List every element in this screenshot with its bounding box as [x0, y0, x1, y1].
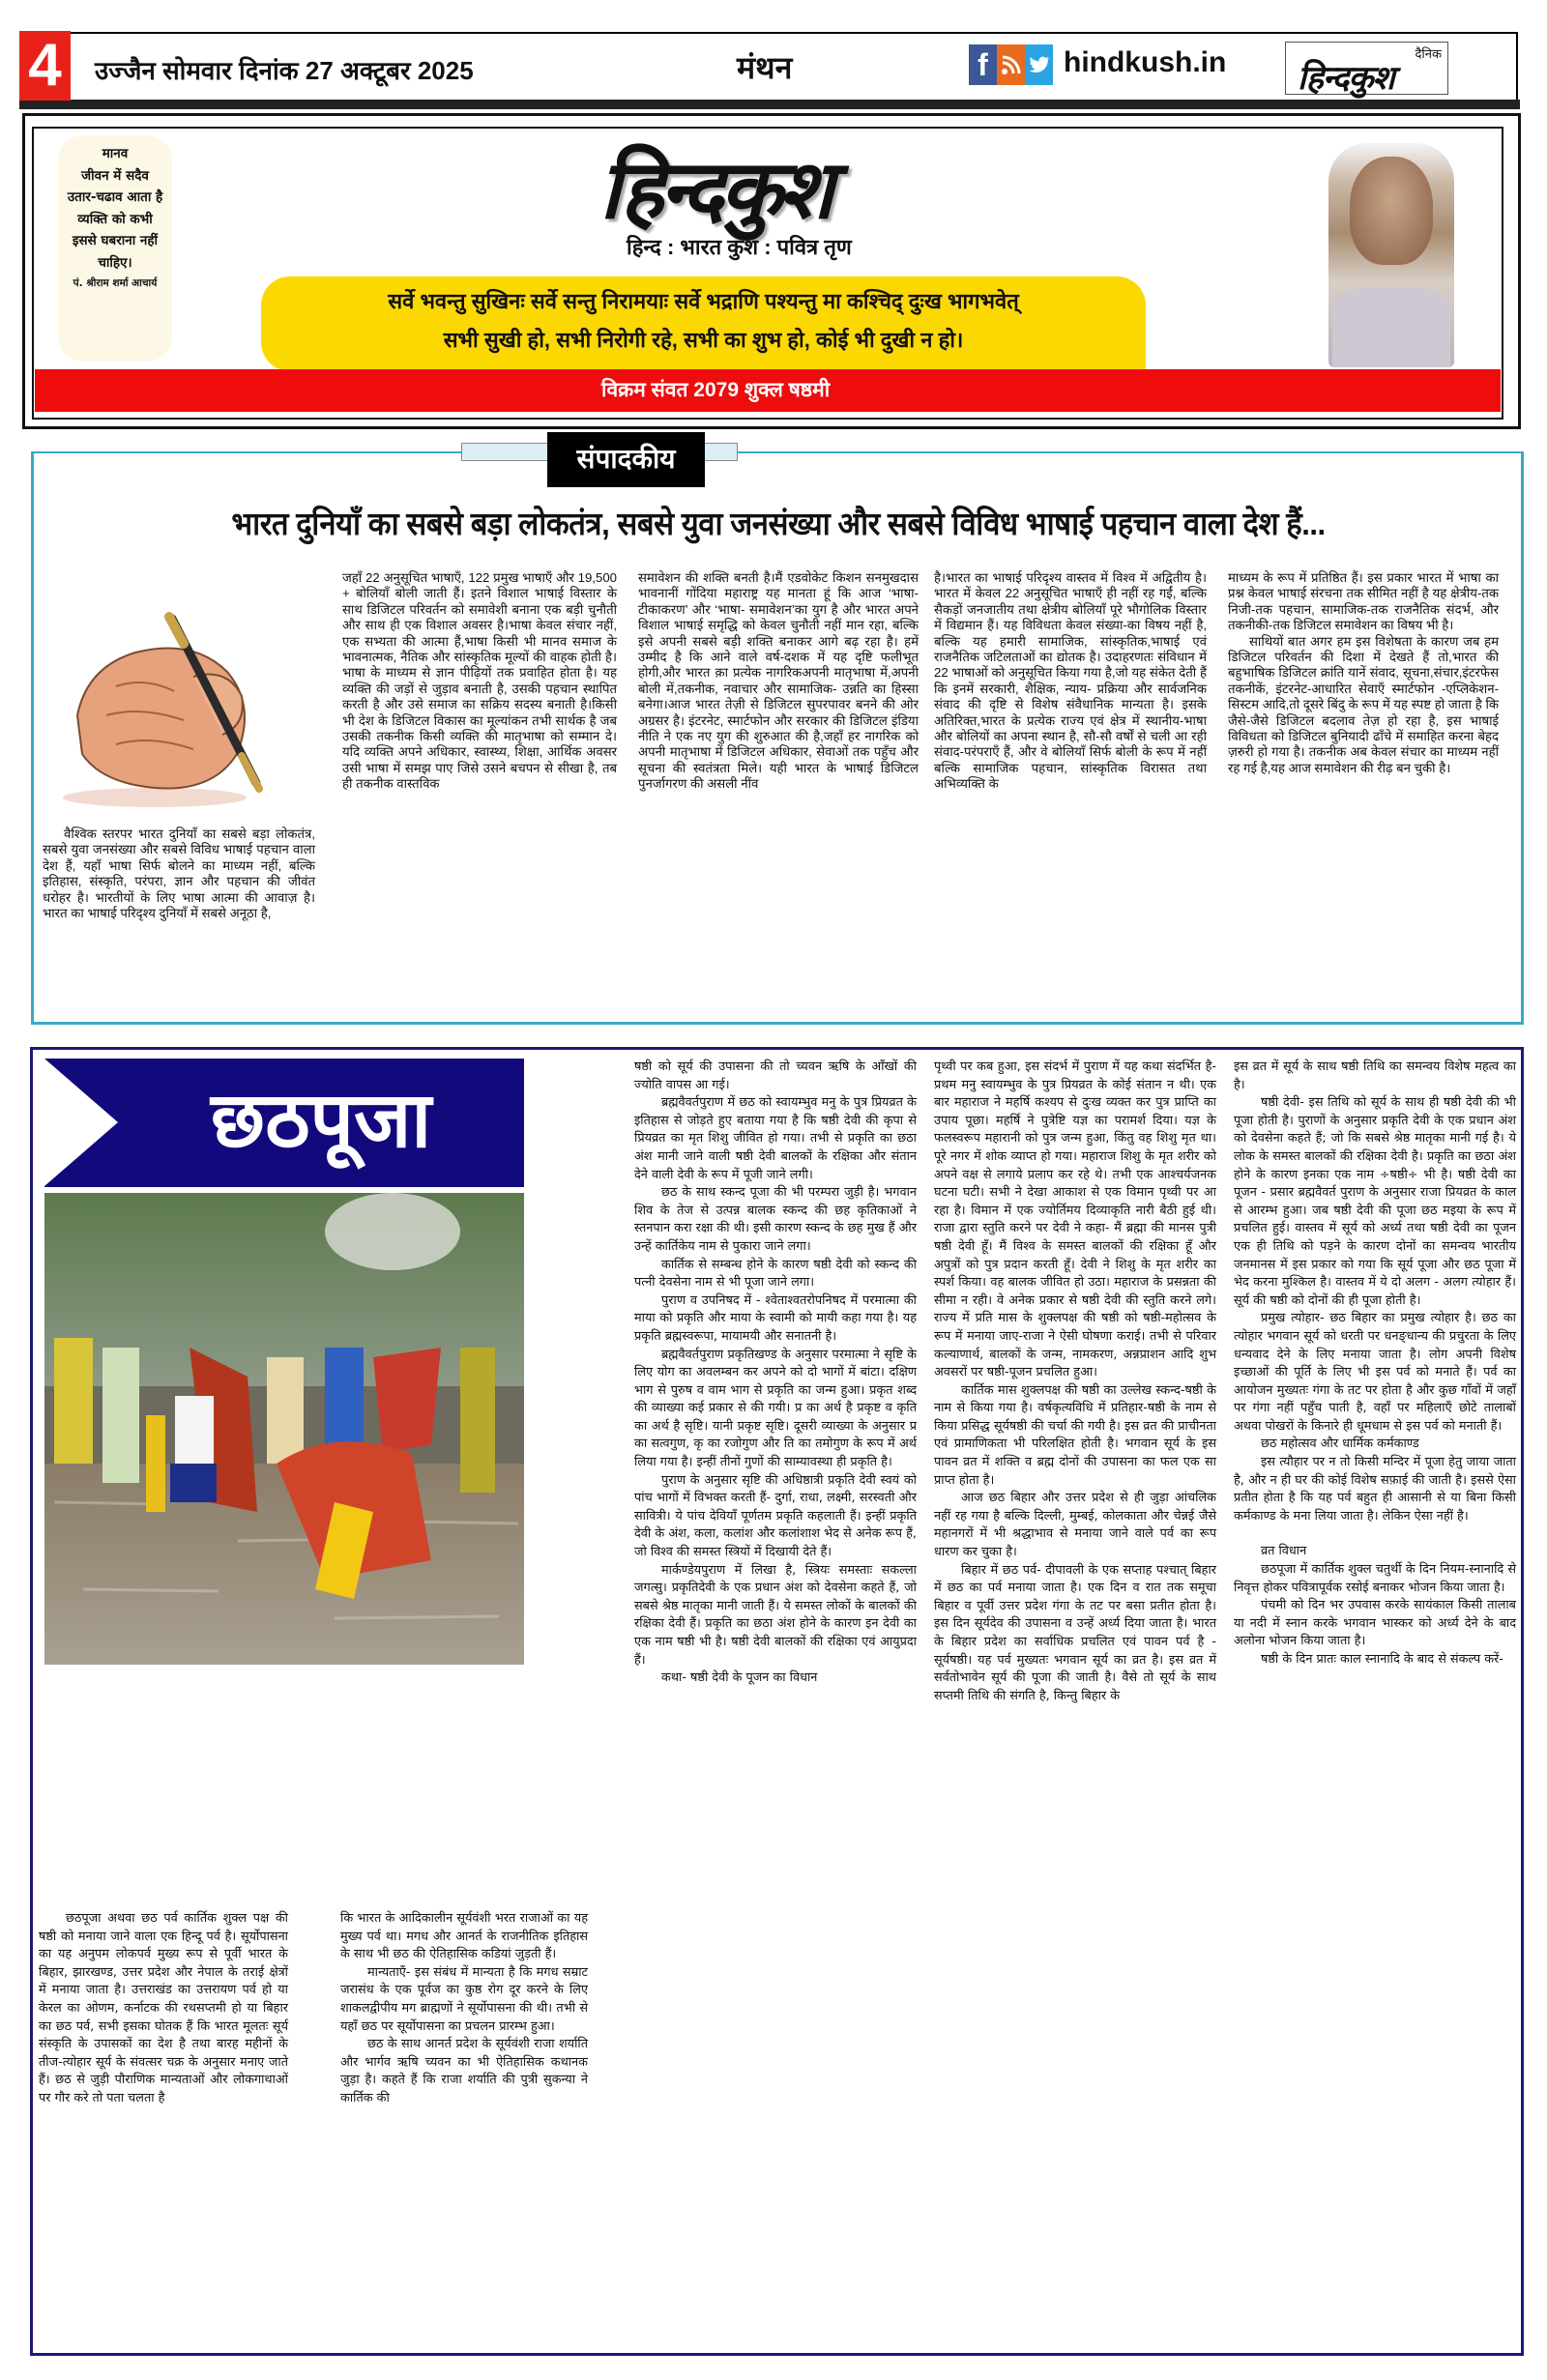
top-bar-shadow — [19, 100, 1520, 109]
paragraph: इस त्यौहार पर न तो किसी मन्दिर में पूजा हेतु जाया जाता है, और न ही घर की कोई विशेष सफ़ाई की जाती है। इससे ऐसा प्रतीत होता है कि यह पर्व बहुत ही आसानी से या बिना किसी कर्मकाण्ड के मना लिया जाता है। लेकिन ऐसा नहीं है। — [1234, 1455, 1516, 1524]
paragraph: मार्कण्डेयपुराण में लिखा है, स्त्रियः समस्ताः सकल्ला जगत्सु। प्रकृतिदेवी के एक प्रधान अंश को देवसेना कहते हैं, जो सबसे श्रेष्ठ मातृका मानी जाती हैं। ये समस्त लोकों के बालकों की रक्षिका देवी हैं। प्रकृति का छठा अंश होने के कारण इन देवी का एक नाम षष्ठी भी है। षष्ठी देवी बालकों की रक्षिका एवं आयुप्रदा हैं। — [634, 1562, 917, 1668]
page-number: 4 — [19, 31, 71, 101]
editorial-tab: संपादकीय — [547, 432, 705, 487]
mini-logo-name: हिन्दकुश — [1298, 59, 1394, 98]
quote-line: जीवन में सदैव — [81, 167, 149, 184]
paragraph: ब्रह्मवैवर्तपुराण प्रकृतिखण्ड के अनुसार परमात्मा ने सृष्टि के लिए योग का अवलम्बन कर अपने को दो भागों में बांटा। दक्षिण भाग से पुरुष व वाम भाग से प्रकृति का जन्म हुआ। प्रकृत शब्द की व्याख्या कई प्रकार से की गयी। प्र का अर्थ है प्रकृष्ट व कृति का अर्थ है सृष्टि। यानी प्रकृष्ट सृष्टि। दूसरी व्याख्या के अनुसार प्र का सत्वगुण, कृ का रजोगुण और ति का तमोगुण के रूप में अर्थ लिया गया है। इन्हीं तीनों गुणों की साम्यावस्था ही प्रकृति है। — [634, 1347, 917, 1470]
samvat-bar: विक्रम संवत 2079 शुक्ल षष्ठमी — [35, 369, 1501, 412]
paragraph: मान्यताएँ- इस संबंध में मान्यता है कि मगध सम्राट जरासंध के एक पूर्वज का कुष्ठ रोग दूर करने के लिए शाकलद्वीपीय मग ब्राह्मणों ने सूर्योपासना की थी। तभी से यहाँ छठ पर सूर्योपासना का प्रचलन प्रारम्भ हुआ। — [340, 1964, 588, 2034]
chhath-column-3 — [634, 1059, 917, 1688]
chhath-photo-illustration — [44, 1193, 524, 1665]
quote-line: इससे घबराना नहीं — [72, 233, 159, 248]
editorial-column-5 — [1228, 570, 1499, 776]
chhath-title: छठपूजा — [211, 1077, 432, 1163]
paragraph: कार्तिक मास शुक्लपक्ष की षष्ठी का उल्लेख स्कन्द-षष्ठी के नाम से किया गया है। वर्षकृत्यविधि में प्रतिहार-षष्ठी के नाम से किया प्रसिद्ध सूर्यषष्ठी की चर्चा की गयी है। इस व्रत की प्राचीनता एवं प्रामाणिकता भी परिलक्षित होती है। भगवान सूर्य के इस पावन व्रत में शक्ति व ब्रह्म दोनों की उपासना का फल एक सा प्राप्त होता है। — [934, 1382, 1216, 1488]
editorial-column-1 — [43, 827, 315, 921]
quote-line: व्यक्ति को कभी — [77, 211, 153, 227]
chhath-photo — [44, 1193, 524, 1665]
quote-line: उतार-चढाव आता है — [67, 189, 163, 205]
quote-line: मानव — [102, 146, 129, 161]
paragraph: माध्यम के रूप में प्रतिष्ठित हैं। इस प्रकार भारत में भाषा का प्रश्न केवल भाषाई संरचना तक सीमित नहीं है यह क्षेत्रीय-तक निजी-तक पहचान, सामाजिक-तक राजनैतिक संदर्भ, और तकनीकी-तक डिजिटल समावेशन का विषय भी है। — [1228, 570, 1499, 633]
quote-author: पं. श्रीराम शर्मा आचार्य — [73, 277, 158, 289]
quote-line: चाहिए। — [98, 254, 132, 271]
editorial-tab-left-bar — [461, 443, 550, 461]
paragraph: वैश्विक स्तरपर भारत दुनियाँ का सबसे बड़ा लोकतंत्र, सबसे युवा जनसंख्या और सबसे विविध भाषाई पहचान वाला देश हैं, यहाँ भाषा सिर्फ बोलने का माध्यम नहीं, बल्कि इतिहास, संस्कृति, परंपरा, ज्ञान और पहचान की जीवंत धरोहर है। भारतीयों के लिए भाषा आत्मा की आवाज़ है। भारत का भाषाई परिदृश्य दुनियाँ में सबसे अनूठा है, — [43, 827, 315, 921]
chhath-column-1 — [39, 1910, 288, 2108]
website-link[interactable]: hindkush.in — [1064, 46, 1227, 78]
paragraph: इस व्रत में सूर्य के साथ षष्ठी तिथि का समन्वय विशेष महत्व का है। — [1234, 1059, 1516, 1092]
paragraph: व्रत विधान — [1261, 1544, 1307, 1559]
chhath-column-4 — [934, 1059, 1216, 1705]
chhath-column-2 — [340, 1910, 588, 2108]
editorial-tab-right-bar — [702, 443, 738, 461]
paragraph: है।भारत का भाषाई परिदृश्य वास्तव में विश्व में अद्वितीय है। भारत में केवल 22 अनुसूचित भाषाएँ ही नहीं रह गईं, बल्कि सैकड़ों जनजातीय तथा क्षेत्रीय बोलियाँ पूरे भौगोलिक विस्तार में विद्यमान हैं। यह विविधता केवल संख्या-का विषय नहीं है, बल्कि यह हमारी सामाजिक, सांस्कृतिक,भाषाई एवं राजनैतिक जटिलताओं का द्योतक है। उदाहरणतः संविधान में 22 भाषाओं को अनुसूचित किया गया है,जो यह संकेत देती हैं कि इनमें सरकारी, शैक्षिक, न्याय- प्रक्रिया और सार्वजनिक संवाद की दृष्टि से विशेष संवैधानिक मान्यता है। इसके अतिरिक्त,भारत के प्रत्येक राज्य एवं क्षेत्र में स्थानीय-भाषा और बोलियों का अपना स्थान है, सौ-सौ वर्षों से चली आ रही संवाद-परंपराएँ हैं, और वे बोलियाँ सिर्फ बोली के रूप में नहीं बल्कि सामाजिक पहचान, सांस्कृतिक विरासत तथा अभिव्यक्ति के — [934, 570, 1207, 792]
twitter-icon[interactable] — [1025, 44, 1053, 85]
paragraph: आज छठ बिहार और उत्तर प्रदेश से ही जुड़ा आंचलिक नहीं रह गया है बल्कि दिल्ली, मुम्बई, कोलकाता और चेन्नई जैसे महानगरों में भी श्रद्धाभाव से मनाया जाने वाले पर्व का रूप धारण कर चुका है। — [934, 1491, 1216, 1560]
paragraph: प्रमुख त्योहार- छठ बिहार का प्रमुख त्योहार है। छठ का त्योहार भगवान सूर्य को धरती पर धनङ्धान्य की प्रचुरता के लिए धन्यवाद देने के लिए मनाया जाता है। लोग अपनी विशेष इच्छाओं की पूर्ति के लिए भी इस पर्व को मनाते हैं। पर्व का आयोजन मुख्यतः गंगा के तट पर होता है और कुछ गाँवों में जहाँ पर गंगा नहीं पहुँच पाती है, वहाँ पर महिलाएँ छोटे तालाबों अथवा पोखरों के किनारे ही धूमधाम से इस पर्व को मनाती हैं। — [1234, 1311, 1516, 1434]
paragraph: छठ के साथ आनर्त प्रदेश के सूर्यवंशी राजा शर्याति और भार्गव ऋषि च्यवन का भी ऐतिहासिक कथानक जुड़ा है। कहते हैं कि राजा शर्याति की पुत्री सुकन्या ने कार्तिक की — [340, 2037, 588, 2105]
editorial-column-3 — [638, 570, 919, 793]
chhath-banner — [44, 1059, 524, 1187]
paragraph: छठपूजा अथवा छठ पर्व कार्तिक शुक्ल पक्ष की षष्ठी को मनाया जाने वाला एक हिन्दू पर्व है। सूर्योपासना का यह अनुपम लोकपर्व मुख्य रूप से पूर्वी भारत के बिहार, झारखण्ड, उत्तर प्रदेश और नेपाल के तराई क्षेत्रों में मनाया जाता है। उत्तराखंड का उत्तरायण पर्व हो या केरल का ओणम, कर्नाटक की रथसप्तमी हो या बिहार का छठ पर्व, सभी इसका घोतक हैं कि भारत मूलतः सूर्य संस्कृति के उपासकों का देश है तथा बारह महीनों के तीज-त्योहार सूर्य के संवत्सर चक्र के अनुसार मनाए जाते हैं। छठ से जुड़ी पौराणिक मान्यताओं और लोकगाथाओं पर गौर करे तो पता चलता है — [39, 1911, 288, 2105]
paragraph: कथा- षष्ठी देवी के पूजन का विधान — [661, 1670, 818, 1686]
paragraph: छठपूजा में कार्तिक शुक्ल चतुर्थी के दिन नियम-स्नानादि से निवृत्त होकर पवित्रापूर्वक रसोई बनाकर भोजन किया जाता है। — [1234, 1562, 1516, 1595]
quote-box — [58, 135, 172, 362]
arrow-icon — [44, 1059, 118, 1186]
founder-portrait — [1328, 143, 1454, 367]
facebook-icon[interactable]: f — [969, 44, 997, 85]
editorial-column-2 — [342, 570, 617, 793]
editorial-column-4 — [934, 570, 1207, 793]
tagline: हिन्द : भारत कुश : पवित्र तृण — [627, 235, 852, 259]
paragraph: कार्तिक से सम्बन्ध होने के कारण षष्ठी देवी को स्कन्द की पत्नी देवसेना नाम से भी पूजा जाने लगा। — [634, 1257, 917, 1291]
paragraph: षष्ठी को सूर्य की उपासना की तो च्यवन ऋषि के आँखों की ज्योति वापस आ गई। — [634, 1059, 917, 1092]
paragraph: ब्रह्मवैवर्तपुराण में छठ को स्वायम्भुव मनु के पुत्र प्रियव्रत के इतिहास से जोड़ते हुए बताया गया है कि षष्ठी देवी की कृपा से प्रियव्रत का मृत शिशु जीवित हो गया। तभी से प्रकृति का छठा अंश मानी जाने वाली षष्ठी देवी बालकों के रक्षिका और संतान देने वाली देवी के रूप में पूजी जाने लगी। — [634, 1095, 917, 1182]
paragraph: समावेशन की शक्ति बनती है।मैं एडवोकेट किशन सनमुखदास भावनानीं गोंदिया महाराष्ट्र यह मानता हूं कि आज ‘भाषा- टीकाकरण’ और ‘भाषा- समावेशन’का युग है और भारत अपने विशाल भाषाई समृद्धि को केवल चुनौती नहीं मान रहा, बल्कि इसे अपनी सबसे बड़ी शक्ति बनाकर आगे बढ़ रहा है। हमें उम्मीद है कि आने वाले वर्ष-दशक में यह दृष्टि फलीभूत होगी,और भारत क़ा प्रत्येक नागरिकअपनी मातृभाषा में,अपनी बोली में,तकनीक, नवाचार और सामाजिक- उन्नति का हिस्सा बनेगा।आज भारत तेज़ी से डिजिटल सुपरपावर बनने की ओर अग्रसर है। इंटरनेट, स्मार्टफोन और सरकार की डिजिटल इंडिया नीति ने एक नए युग की शुरुआत की है,जहाँ हर नागरिक को अपनी मातृभाषा में डिजिटल अधिकार, सेवाओं तक पहुँच और सूचना की स्वतंत्रता मिले। यही भारत के भाषाई डिजिटल पुनर्जागरण की असली नींव — [638, 570, 919, 792]
paragraph: छठ महोत्सव और धार्मिक कर्मकाण्ड — [1261, 1437, 1419, 1452]
dateline: उज्जैन सोमवार दिनांक 27 अक्टूबर 2025 — [95, 56, 474, 85]
rss-icon[interactable] — [997, 44, 1025, 85]
newspaper-logo: हिन्दकुश — [599, 141, 831, 237]
mantra-hindi: सभी सुखी हो, सभी निरोगी रहे, सभी का शुभ हो, कोई भी दुखी न हो। — [443, 328, 964, 352]
mini-logo-label: दैनिक — [1415, 47, 1442, 62]
paragraph: बिहार में छठ पर्व- दीपावली के एक सप्ताह पश्चात् बिहार में छठ का पर्व मनाया जाता है। एक दिन व रात तक समूचा बिहार व पूर्वी उत्तर प्रदेश गंगा के तट पर बसा प्रतीत होता है। इस दिन सूर्यदेव की उपासना व उन्हें अर्ध्य दिया जाता है। भारत के बिहार प्रदेश का सर्वाधिक प्रचलित एवं पावन पर्व है - सूर्यषष्ठी। यह पर्व मुख्यतः भगवान सूर्य का व्रत है। इस व्रत में सर्वतोभावेन सूर्य की पूजा की जाती है। वैसे तो सूर्य के साथ सप्तमी तिथि की संगति है, किन्तु बिहार के — [934, 1562, 1216, 1703]
paragraph: पुराण के अनुसार सृष्टि की अधिष्ठात्री प्रकृति देवी स्वयं को पांच भागों में विभक्त करती हैं- दुर्गा, राधा, लक्ष्मी, सरस्वती और सावित्री। ये पांच देवियाँ पूर्णतम प्रकृति कहलाती हैं। इन्हीं प्रकृति देवी के अंश, कला, कलांश और कलांशाश भेद से अनेक रूप हैं, जो विश्व की समस्त स्त्रियों में दिखायी देते हैं। — [634, 1472, 917, 1560]
mantra-box — [261, 276, 1146, 371]
chhath-column-5 — [1234, 1059, 1516, 1669]
mantra-sanskrit: सर्वे भवन्तु सुखिनः सर्वे सन्तु निरामयाः सर्वे भद्राणि पश्यन्तु मा कश्चिद् दुःख भागभवेत् — [388, 289, 1019, 313]
paragraph: साथियों बात अगर हम इस विशेषता के कारण जब हम डिजिटल परिवर्तन की दिशा में देखते हैं तो,भारत की बहुभाषिक डिजिटल क्रांति यानें संवाद, सूचना,संचार,इंटरफेस तकनीकें, इंटरनेट-आधारित सेवाएँ स्मार्टफोन -एप्लिकेशन-सिस्टम आदि,तो दूसरे बिंदु के रूप में यह स्पष्ट हो जाता है कि जैसे-जैसे डिजिटल बदलाव तेज़ हो रहा है, इस भाषाई विविधता को डिजिटल बुनियादी ढाँचे में समाहित करना बेहद ज़रुरी हो गया है। तकनीक अब केवल संचार का माध्यम नहीं रह गई है,यह आज समावेशन की रीढ़ बन चुकी है। — [1228, 633, 1499, 775]
paragraph: पृथ्वी पर कब हुआ, इस संदर्भ में पुराण में यह कथा संदर्भित है- प्रथम मनु स्वायम्भुव के पुत्र प्रियव्रत के कोई संतान न थी। एक बार महाराज ने महर्षि कश्यप से दुःख व्यक्त कर पुत्र प्राप्ति का उपाय पूछा। महर्षि ने पुत्रेष्टि यज्ञ का परामर्श दिया। यज्ञ के फलस्वरूप महारानी को पुत्र जन्म हुआ, किंतु वह शिशु मृत था। पूरे नगर में शोक व्याप्त हो गया। महाराज शिशु के मृत शरीर को अपने वक्ष से लगाये प्रलाप कर रहे थे। तभी एक आश्चर्यजनक घटना घटी। सभी ने देखा आकाश से एक विमान पृथ्वी पर आ रहा है। विमान में एक ज्योर्तिमय दिव्याकृति नारी बैठी हुई थी। राजा द्वारा स्तुति करने पर देवी ने कहा- मैं ब्रह्मा की मानस पुत्री षष्ठी देवी हूँ। मैं विश्व के समस्त बालकों की रक्षिका हूँ और अपुत्रों को पुत्र प्रदान करती हूँ। देवी ने शिशु के मृत शरीर का स्पर्श किया। वह बालक जीवित हो उठा। महाराज के प्रसन्नता की सीमा न रही। वे अनेक प्रकार से षष्ठी देवी की स्तुति करने लगे। राज्य में प्रति मास के शुक्लपक्ष की षष्ठी को षष्ठी-महोत्सव के रूप में मनाया जाए-राजा ने ऐसी घोषणा कराई। तभी से परिवार कल्याणार्थ, बालकों के जन्म, नामकरण, अन्नप्राशन आदि शुभ अवसरों पर षष्ठी-पूजन प्रचलित हुआ। — [934, 1059, 1216, 1380]
paragraph: षष्ठी देवी- इस तिथि को सूर्य के साथ ही षष्ठी देवी की भी पूजा होती है। पुराणों के अनुसार प्रकृति देवी के एक प्रधान अंश को देवसेना कहते हैं; जो कि सबसे श्रेष्ठ मातृका मानी गई है। ये लोक के समस्त बालकों की रक्षिका देवी है। प्रकृति का छठा अंश होने के कारण इनका एक नाम ÷षष्ठी÷ भी है। षष्ठी देवी का पूजन - प्रसार ब्रह्मवैवर्त पुराण के अनुसार राजा प्रियव्रत के काल से आरम्भ हुआ। जब षष्ठी देवी की पूजा छठ मइया के रूप में प्रचलित हुई। वास्तव में सूर्य को अर्ध्य तथा षष्ठी देवी का पूजन एक ही तिथि को पड़ने के कारण दोनों का समन्वय भारतीय जनमानस में इस प्रकार को गया कि सूर्य पूजा और छठ पूजा में भेद करना मुश्किल है। वास्तव में ये दो अलग - अलग त्योहार हैं। सूर्य की षष्ठी को दोनों की ही पूजा होती है। — [1234, 1095, 1516, 1308]
paragraph: जहाँ 22 अनुसूचित भाषाएँ, 122 प्रमुख भाषाएँ और 19,500 + बोलियाँ बोली जाती हैं। इतने विशाल भाषाई विस्तार के साथ डिजिटल परिवर्तन को समावेशी बनाना एक बड़ी चुनौती और साथ ही एक विशाल अवसर है।भाषा केवल संचार नहीं, एक सभ्यता की आत्मा हैं,भाषा किसी भी मानव समाज के भावनात्मक, नैतिक और सांस्कृतिक मूल्यों की वाहक होती है। भाषा के माध्यम से ज्ञान पीढ़ियों तक प्रवाहित होता है। यह व्यक्ति की जड़ों से जुड़ाव बनाती है, उसकी पहचान स्थापित करती है और उसे समाज का सक्रिय सदस्य बनाती है।किसी भी देश के डिजिटल विकास का मूल्यांकन तभी सार्थक है जब उसकी तकनीक किसी व्यक्ति की मातृभाषा को सम्मान दे। यदि व्यक्ति अपने अधिकार, स्वास्थ्य, शिक्षा, आर्थिक अवसर उसी भाषा में समझ पाए जिसे उसने बचपन से सीखा है, तब ही तकनीक वास्तविक — [342, 570, 617, 792]
paragraph: पुराण व उपनिषद में - श्वेताश्वतरोपनिषद में परमात्मा की माया को प्रकृति और माया के स्वामी को मायी कहा गया है। यह प्रकृति ब्रह्मस्वरूपा, मायामयी और सनातनी है। — [634, 1292, 917, 1344]
paragraph: षष्ठी के दिन प्रातः काल स्नानादि के बाद से संकल्प करें- — [1261, 1652, 1503, 1667]
section-name: मंथन — [737, 50, 793, 85]
pen-hand-illustration — [48, 599, 271, 812]
editorial-headline: भारत दुनियाँ का सबसे बड़ा लोकतंत्र, सबसे युवा जनसंख्या और सबसे विविध भाषाई पहचान वाला देश हैं... — [231, 506, 1326, 541]
portrait-shirt — [1332, 288, 1450, 367]
mini-logo — [1285, 42, 1448, 98]
paragraph: छठ के साथ स्कन्द पूजा की भी परम्परा जुड़ी है। भगवान शिव के तेज से उत्पन्न बालक स्कन्द की छह कृतिकाओं ने स्तनपान करा रक्षा की थी। इसी कारण स्कन्द के छह मुख हैं और उन्हें कार्तिकेय नाम से पुकारा जाने लगा। — [634, 1185, 917, 1254]
social-links — [969, 44, 1053, 85]
paragraph: कि भारत के आदिकालीन सूर्यवंशी भरत राजाओं का यह मुख्य पर्व था। मगध और आनर्त के राजनीतिक इतिहास के साथ भी छठ की ऐतिहासिक कडियां जुड़ती हैं। — [340, 1911, 588, 1962]
portrait-head — [1350, 157, 1433, 265]
paragraph: पंचमी को दिन भर उपवास करके सायंकाल किसी तालाब या नदी में स्नान करके भगवान भास्कर को अर्ध्य देने के बाद अलोना भोजन किया जाता है। — [1234, 1598, 1516, 1649]
